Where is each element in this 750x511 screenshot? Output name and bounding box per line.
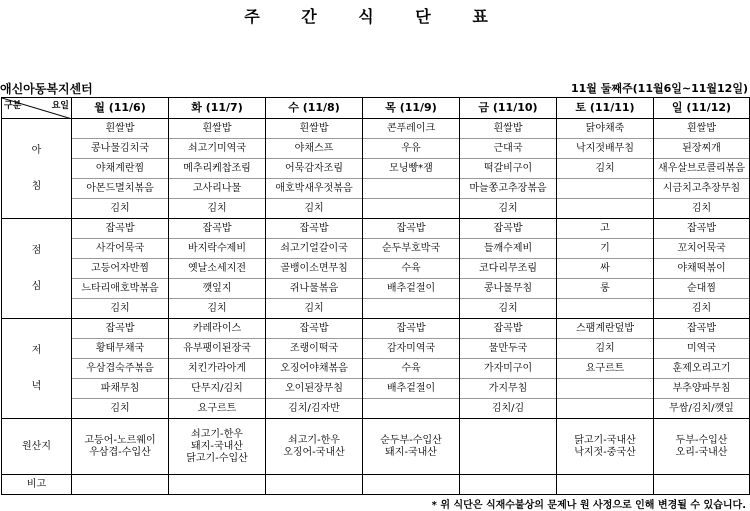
origin-item: 우삼겹-수입산 (89, 446, 151, 458)
menu-item: 쇠고기미역국 (169, 139, 265, 159)
menu-item: 배추겉절이 (363, 279, 459, 299)
menu-item: 김치/김자반 (288, 403, 340, 414)
origin-item: 두부-수입산 (675, 434, 728, 446)
origin-item: 오징어-국내산 (283, 446, 345, 458)
menu-item: 새우살브로콜리볶음 (654, 159, 749, 179)
remarks-cell (266, 475, 363, 495)
menu-cell (460, 319, 557, 419)
menu-item: 조랭이떡국 (266, 339, 362, 359)
menu-cell (557, 319, 654, 419)
organization-name: 애신아동복지센터 (0, 82, 93, 96)
menu-item: 유부팽이된장국 (169, 339, 265, 359)
origin-cell (557, 419, 654, 475)
day-header: 수 (11/8) (266, 98, 363, 119)
meal-label-top: 아 (31, 144, 42, 156)
menu-item: 야채스프 (266, 139, 362, 159)
menu-item: 잡곡밥 (169, 219, 265, 239)
menu-item: 느타리애호박볶음 (72, 279, 168, 299)
menu-item: 골뱅이소면무침 (266, 259, 362, 279)
menu-item: 김치 (207, 203, 227, 214)
menu-item: 잡곡밥 (363, 319, 459, 339)
menu-item: 김치 (557, 159, 653, 179)
menu-item: 시금치고추장무침 (654, 179, 749, 199)
day-header: 목 (11/9) (363, 98, 460, 119)
menu-cell (363, 219, 460, 319)
menu-item (557, 199, 653, 218)
menu-cell (363, 319, 460, 419)
remarks-cell (557, 475, 654, 495)
menu-item: 잡곡밥 (72, 319, 168, 339)
origin-cell (266, 419, 363, 475)
menu-item: 단무지/김치 (169, 379, 265, 399)
menu-item: 우삼겹숙주볶음 (72, 359, 168, 379)
menu-item (363, 299, 459, 318)
menu-item: 배추겉절이 (363, 379, 459, 399)
origin-item: 닭고기-수입산 (186, 452, 248, 464)
menu-cell (363, 119, 460, 219)
menu-item: 가자미구이 (460, 359, 556, 379)
menu-item: 흰쌀밥 (72, 119, 168, 139)
menu-item: 카레라이스 (169, 319, 265, 339)
menu-item: 흰쌀밥 (654, 119, 749, 139)
origin-cell (460, 419, 557, 475)
menu-item: 떡갈비구이 (460, 159, 556, 179)
menu-item (557, 379, 653, 399)
menu-item (557, 299, 653, 318)
origin-item: 돼지-국내산 (191, 440, 243, 452)
menu-item: 근대국 (460, 139, 556, 159)
menu-item: 김치 (691, 203, 712, 214)
week-period: 11월 둘째주(11월6일~11월12일) (571, 82, 748, 95)
menu-item (363, 399, 459, 418)
menu-item: 사각어묵국 (72, 239, 168, 259)
meal-label (2, 319, 72, 419)
remarks-label: 비고 (2, 475, 72, 495)
menu-item: 순두부호박국 (363, 239, 459, 259)
day-header: 월 (11/6) (72, 98, 169, 119)
menu-item: 낙지젓배무침 (557, 139, 653, 159)
menu-item: 미역국 (654, 339, 749, 359)
menu-item: 흰쌀밥 (460, 119, 556, 139)
menu-item: 요구르트 (557, 359, 653, 379)
menu-item: 잡곡밥 (460, 319, 556, 339)
origin-cell (363, 419, 460, 475)
menu-cell (460, 119, 557, 219)
menu-cell (169, 319, 266, 419)
menu-item: 김치 (207, 303, 227, 314)
menu-item: 고등어자반찜 (72, 259, 168, 279)
menu-item: 김치 (304, 303, 324, 314)
menu-item: 수육 (363, 259, 459, 279)
menu-item: 잡곡밥 (654, 319, 749, 339)
menu-item: 기 (557, 239, 653, 259)
origin-item: 낙지젓-중국산 (574, 446, 636, 458)
menu-item: 바지락수제비 (169, 239, 265, 259)
origin-item: 순두부-수입산 (380, 434, 442, 446)
remarks-cell (654, 475, 750, 495)
menu-item: 잡곡밥 (460, 219, 556, 239)
meal-label-top: 저 (31, 344, 42, 356)
menu-item: 치킨가라아게 (169, 359, 265, 379)
menu-item: 고사리나물 (169, 179, 265, 199)
menu-item (363, 179, 459, 199)
menu-item: 잡곡밥 (266, 219, 362, 239)
remarks-row (2, 475, 750, 495)
menu-item: 가지무침 (460, 379, 556, 399)
page-title: 주 간 식 단 표 (244, 7, 506, 26)
origin-cell (169, 419, 266, 475)
meal-row (2, 119, 750, 219)
footnote: * 위 식단은 식재수불상의 문제나 원 사정으로 인해 변경될 수 있습니다. (431, 500, 746, 511)
menu-cell (72, 119, 169, 219)
menu-item: 김치 (110, 203, 130, 214)
header-row (2, 98, 750, 119)
remarks-cell (363, 475, 460, 495)
menu-cell (654, 119, 750, 219)
menu-item: 무쌈/김치/깻잎 (669, 403, 734, 414)
menu-item: 김치 (304, 203, 324, 214)
menu-item: 잡곡밥 (654, 219, 749, 239)
menu-item: 콩나물무침 (460, 279, 556, 299)
menu-item: 고 (557, 219, 653, 239)
day-header: 금 (11/10) (460, 98, 557, 119)
menu-item: 된장찌개 (654, 139, 749, 159)
menu-item: 야채계란찜 (72, 159, 168, 179)
day-header: 일 (11/12) (654, 98, 750, 119)
origin-label: 원산지 (2, 419, 72, 475)
menu-item: 싸 (557, 259, 653, 279)
meal-label-bottom: 심 (31, 280, 42, 292)
menu-cell (169, 119, 266, 219)
origin-item: 쇠고기-한우 (191, 428, 243, 440)
menu-item: 스팸계란덮밥 (557, 319, 653, 339)
menu-cell (72, 319, 169, 419)
menu-cell (266, 119, 363, 219)
corner-header (2, 98, 72, 119)
corner-label-day: 요일 (51, 101, 69, 111)
menu-item: 옛날소세지전 (169, 259, 265, 279)
origin-item: 쇠고기-한우 (288, 434, 340, 446)
menu-item: 코다리무조림 (460, 259, 556, 279)
menu-item: 야채떡볶이 (654, 259, 749, 279)
menu-item: 콩나물김치국 (72, 139, 168, 159)
day-header: 토 (11/11) (557, 98, 654, 119)
menu-cell (557, 119, 654, 219)
menu-cell (654, 319, 750, 419)
menu-item: 콘푸레이크 (363, 119, 459, 139)
menu-item: 감자미역국 (363, 339, 459, 359)
menu-item: 부추양파무침 (654, 379, 749, 399)
menu-item: 김치 (110, 303, 130, 314)
menu-cell (266, 319, 363, 419)
menu-item: 우유 (363, 139, 459, 159)
origin-item: 닭고기-국내산 (574, 434, 636, 446)
origin-cell (654, 419, 750, 475)
meal-label (2, 219, 72, 319)
menu-item: 김치 (498, 303, 518, 314)
menu-item: 닭야채죽 (557, 119, 653, 139)
menu-item: 파채무침 (72, 379, 168, 399)
menu-cell (266, 219, 363, 319)
menu-item: 쇠고기얼갈이국 (266, 239, 362, 259)
menu-cell (169, 219, 266, 319)
remarks-cell (169, 475, 266, 495)
menu-cell (557, 219, 654, 319)
origin-item: 고등어-노르웨이 (84, 434, 156, 446)
day-header: 화 (11/7) (169, 98, 266, 119)
menu-item: 들깨수제비 (460, 239, 556, 259)
menu-item: 마늘쫑고추장볶음 (460, 179, 556, 199)
menu-item: 쥐나물볶음 (266, 279, 362, 299)
menu-item: 김치 (110, 403, 130, 414)
menu-item: 김치/김 (491, 403, 525, 414)
menu-cell (460, 219, 557, 319)
origin-row (2, 419, 750, 475)
menu-item: 김치 (498, 203, 518, 214)
remarks-cell (72, 475, 169, 495)
menu-item: 수육 (363, 359, 459, 379)
menu-item: 순대찜 (654, 279, 749, 299)
menu-item: 흰쌀밥 (266, 119, 362, 139)
menu-item: 아몬드멸치볶음 (72, 179, 168, 199)
menu-item (363, 199, 459, 218)
menu-item: 깻잎지 (169, 279, 265, 299)
menu-item: 오징어야채볶음 (266, 359, 362, 379)
meal-label-top: 점 (31, 244, 42, 256)
menu-cell (654, 219, 750, 319)
menu-item: 어묵감자조림 (266, 159, 362, 179)
meal-row (2, 219, 750, 319)
menu-item: 모닝빵*잼 (363, 159, 459, 179)
origin-item: 돼지-국내산 (385, 446, 437, 458)
meal-label-bottom: 녁 (31, 380, 42, 392)
origin-item: 오리-국내산 (675, 446, 728, 458)
menu-item: 황태무채국 (72, 339, 168, 359)
menu-cell (72, 219, 169, 319)
meal-label-bottom: 침 (31, 180, 42, 192)
menu-item (557, 179, 653, 199)
menu-item: 메추리케찹조림 (169, 159, 265, 179)
menu-item: 잡곡밥 (363, 219, 459, 239)
meal-row (2, 319, 750, 419)
menu-item: 흰쌀밥 (169, 119, 265, 139)
menu-item: 김치 (691, 303, 712, 314)
menu-item: 오이된장무침 (266, 379, 362, 399)
weekly-menu-table (1, 97, 750, 495)
meal-label (2, 119, 72, 219)
origin-cell (72, 419, 169, 475)
menu-item: 요구르트 (197, 403, 237, 414)
menu-item (557, 399, 653, 418)
menu-item: 애호박새우젓볶음 (266, 179, 362, 199)
menu-item: 꼬치어묵국 (654, 239, 749, 259)
corner-label-category: 구분 (4, 101, 22, 111)
menu-item: 김치 (557, 339, 653, 359)
menu-item: 훈제오리고기 (654, 359, 749, 379)
menu-item: 잡곡밥 (266, 319, 362, 339)
menu-item: 잡곡밥 (72, 219, 168, 239)
menu-item: 롱 (557, 279, 653, 299)
remarks-cell (460, 475, 557, 495)
menu-item: 물만두국 (460, 339, 556, 359)
